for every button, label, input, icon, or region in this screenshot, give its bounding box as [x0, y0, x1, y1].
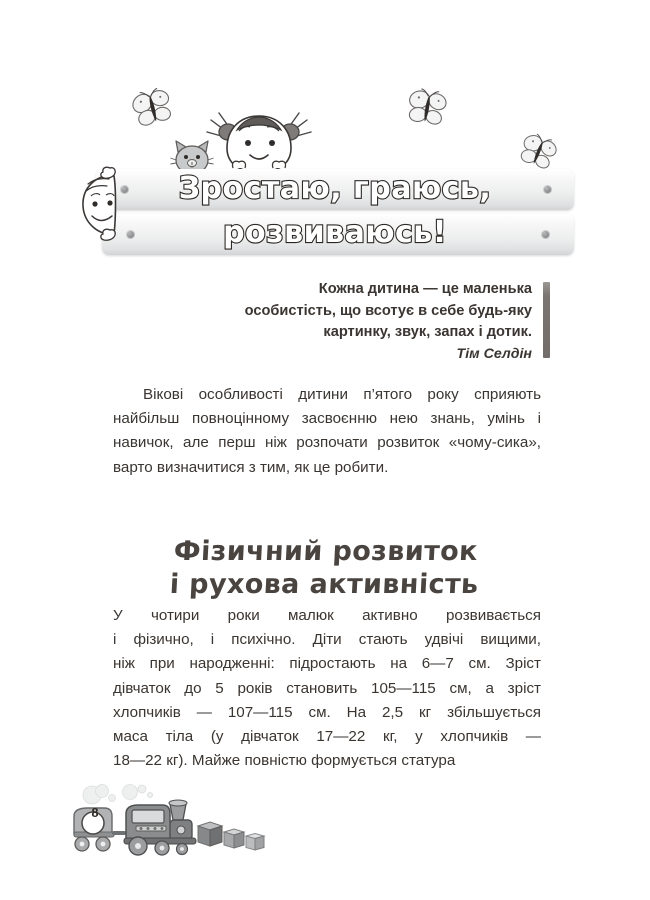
- butterfly-icon: [127, 83, 180, 134]
- paragraph-line: 18—22 кг). Майже повністю формується статура: [113, 752, 456, 770]
- sign-plank-top: [96, 169, 574, 210]
- main-paragraph: [113, 604, 541, 773]
- banner-title-line-1: Зростаю, граюсь,: [178, 171, 492, 206]
- cube-icon: [246, 834, 264, 851]
- title-sign: [96, 169, 574, 255]
- butterfly-icon: [402, 84, 453, 133]
- page-number: 8: [91, 806, 99, 820]
- quote-author: Тім Селдін: [456, 345, 532, 362]
- paragraph-line: маса тіла (у дівчаток 17—22 кг, у хлопчиків —: [113, 728, 541, 746]
- cube-icon: [224, 829, 244, 848]
- banner-title-line-2: розвиваюсь!: [223, 215, 447, 250]
- intro-paragraph: Вікові особливості дитини п’ятого року сприяють найбільш повноцінному засвоєнню нею знань, умінь і навичок, але перш ніж розпочати розвиток «чому-сика», варто визначитися з тим, як це робити.: [113, 386, 541, 476]
- section-heading-line-2: і рухова активність: [168, 569, 480, 601]
- train-icon: [58, 782, 268, 862]
- quote-rule: [543, 282, 550, 358]
- quote-text: Кожна дитина — це маленька особистість, що всотує в себе будь-яку картинку, звук, запах і дотик.: [244, 281, 532, 340]
- screw-icon: [543, 185, 552, 194]
- boy-peeking-icon: [74, 166, 128, 244]
- paragraph-line: хлопчиків — 107—115 см. На 2,5 кг збільшується: [113, 703, 541, 721]
- smoke-icon: [83, 785, 153, 805]
- cube-icon: [198, 822, 222, 846]
- paragraph-line: У чотири роки малюк активно розвивається: [113, 607, 541, 624]
- screw-icon: [541, 230, 550, 239]
- epigraph-quote: [230, 279, 550, 365]
- paragraph-line: ніж при народженні: підростають на 6—7 см. Зріст: [113, 655, 541, 673]
- section-heading-line-1: Фізичний розвиток: [173, 536, 479, 568]
- paragraph-line: дівчаток до 5 років становить 105—115 см, а зріст: [113, 679, 541, 697]
- paragraph-line: і фізично, і психічно. Діти стають удвічі вищими,: [113, 631, 541, 649]
- section-heading: [0, 535, 650, 601]
- page-header: [0, 0, 650, 270]
- sign-plank-bottom: [102, 214, 574, 255]
